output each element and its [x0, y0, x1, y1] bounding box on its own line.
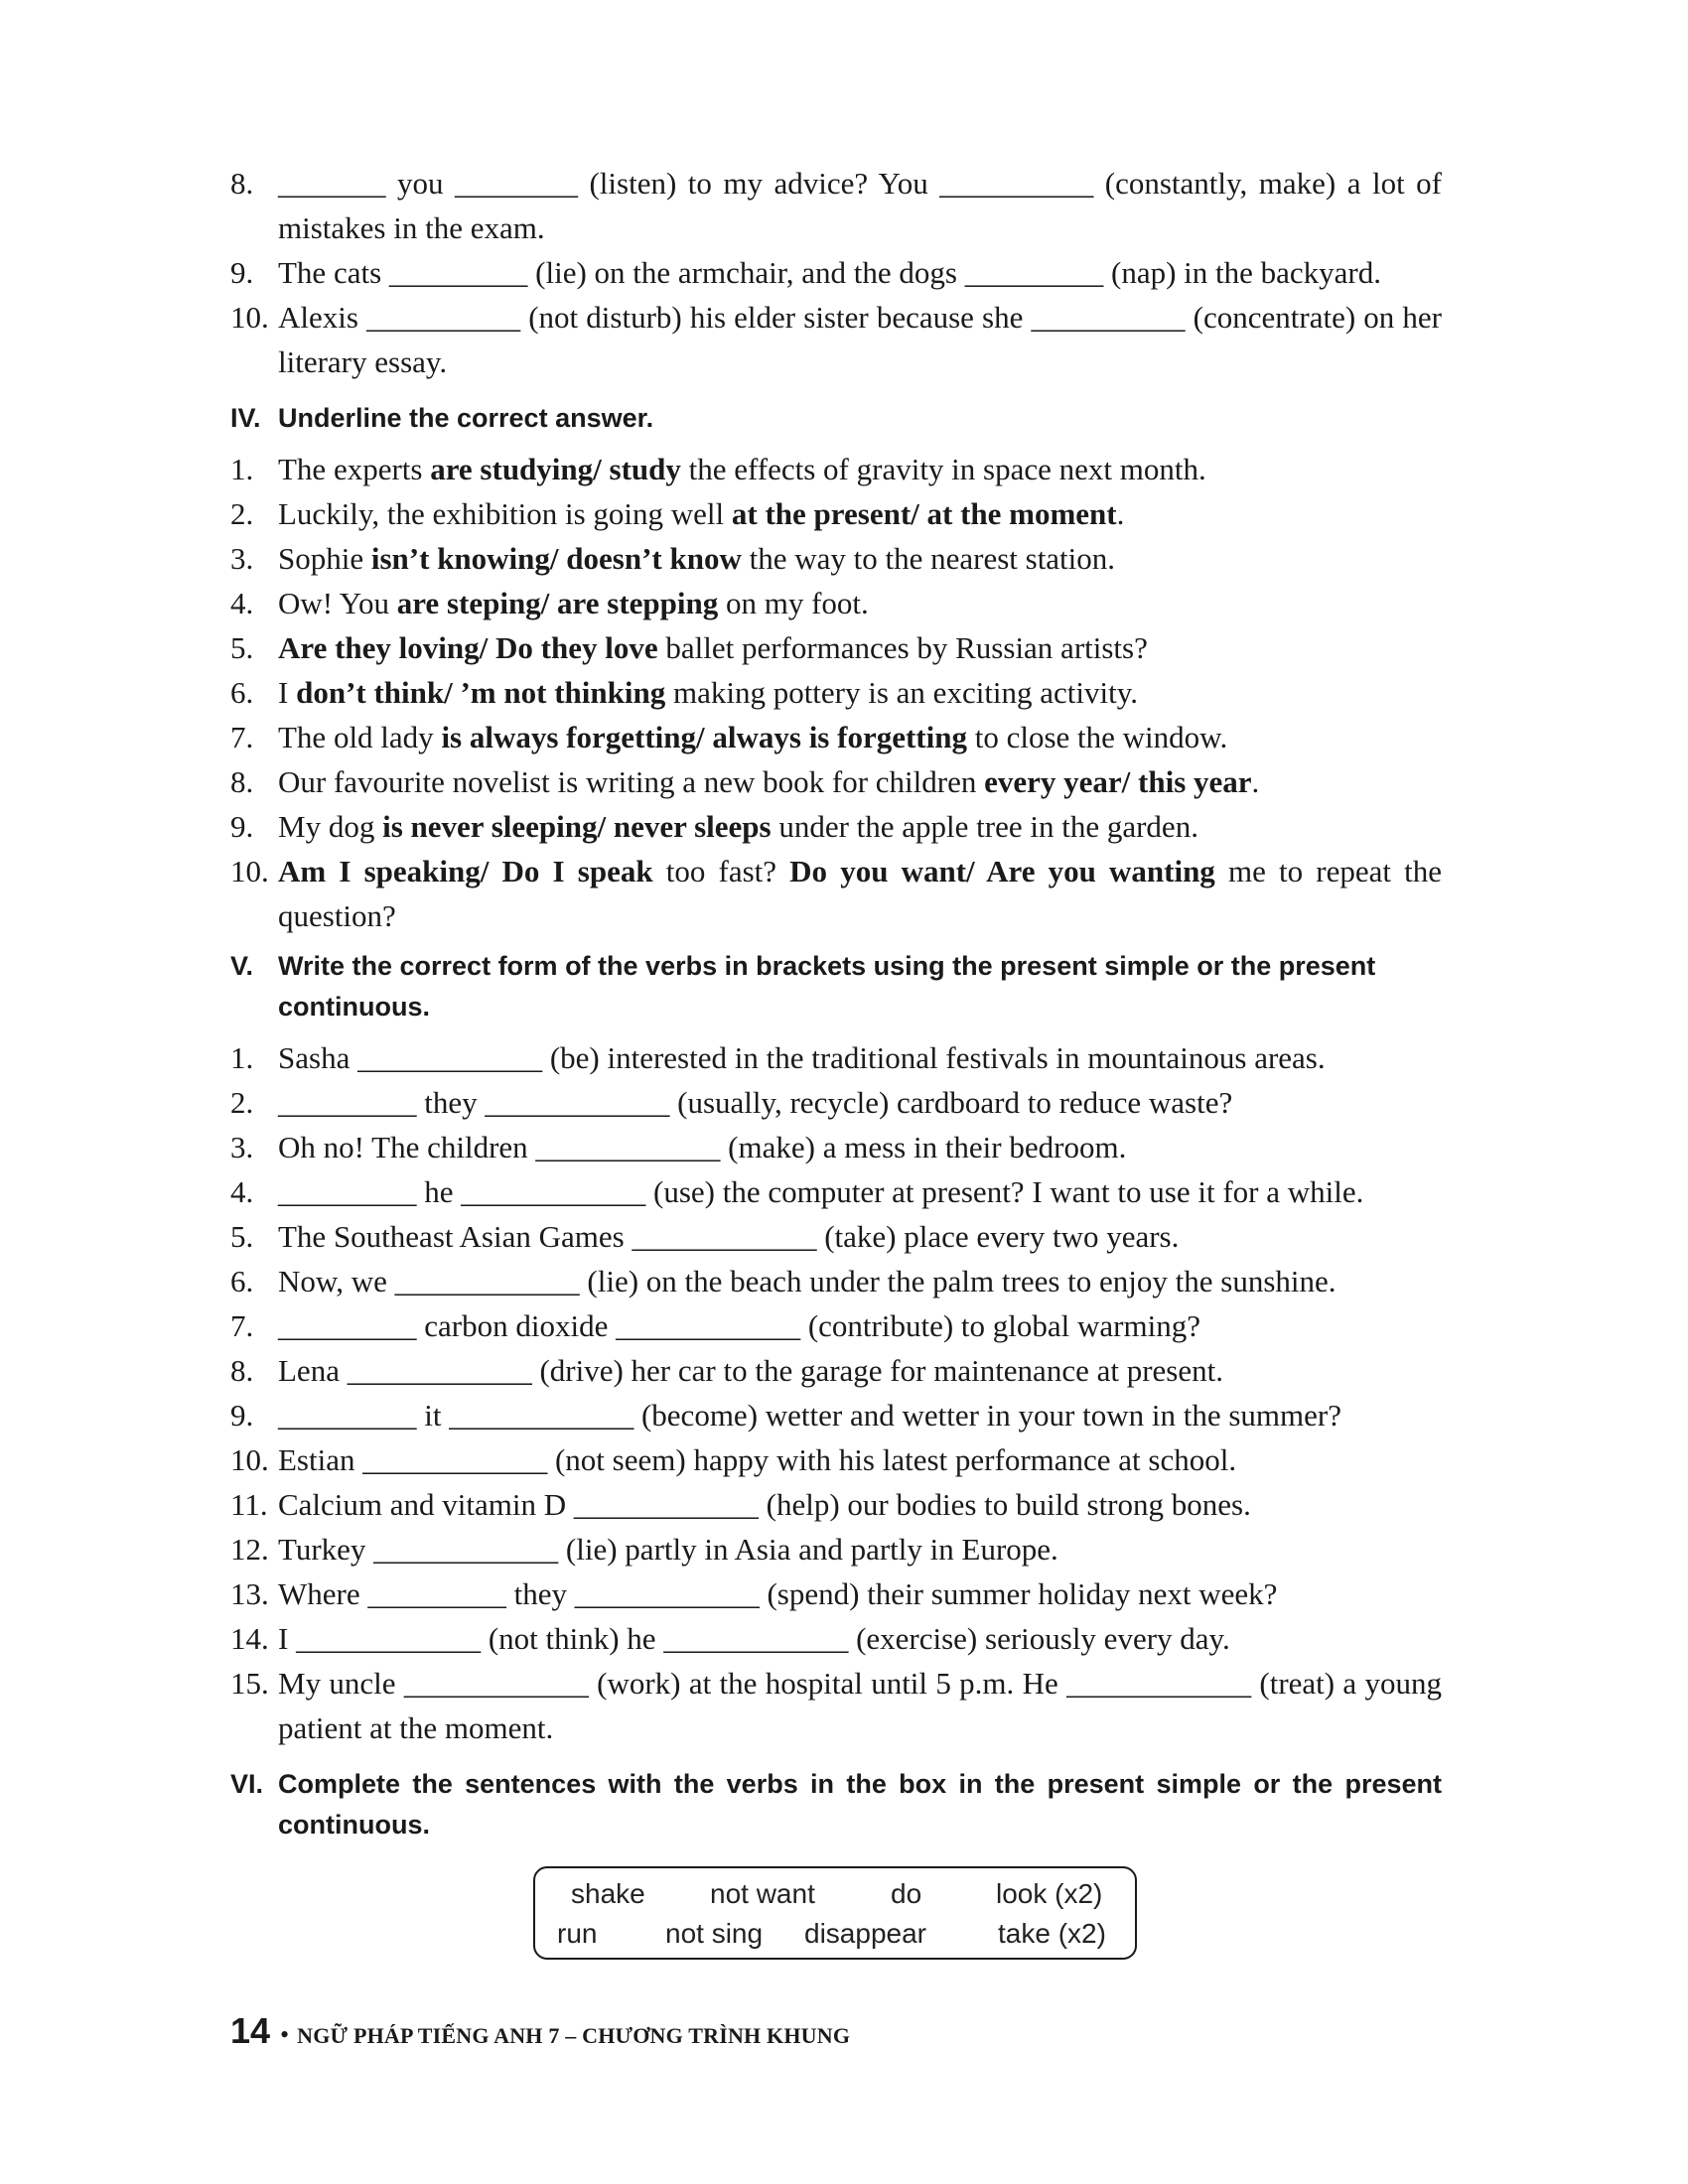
section6	[230, 1764, 1442, 1845]
answer-options[interactable]: Am I speaking/ Do I speak	[278, 854, 653, 888]
section-number: V.	[230, 951, 254, 981]
page-number: 14	[230, 2010, 271, 2051]
item-text: Where _________ they ____________ (spend) their summer holiday next week?	[278, 1576, 1278, 1611]
item-text: Sasha ____________ (be) interested in the traditional festivals in mountainous areas.	[278, 1040, 1326, 1075]
item-text: Luckily, the exhibition is going well at the present/ at the moment.	[278, 496, 1125, 531]
item-number: 11.	[230, 1487, 268, 1522]
section-number: IV.	[230, 403, 261, 433]
item-number: 8.	[230, 1353, 254, 1388]
item-number: 7.	[230, 1308, 254, 1343]
item-text: Alexis __________ (not disturb) his elder sister because she __________ (concentrate) on her literary essay.	[278, 300, 1442, 379]
section4	[230, 398, 1442, 938]
exercise-item	[230, 1348, 1442, 1393]
item-number: 9.	[230, 1398, 254, 1433]
item-number: 2.	[230, 1085, 254, 1120]
item-text: _________ carbon dioxide ____________ (contribute) to global warming?	[278, 1308, 1200, 1343]
item-text: Are they loving/ Do they love ballet performances by Russian artists?	[278, 630, 1148, 665]
word-box-item: do	[891, 1878, 922, 1909]
item-text: Our favourite novelist is writing a new book for children every year/ this year.	[278, 764, 1260, 799]
answer-options[interactable]: is always forgetting/ always is forgetting	[441, 720, 967, 754]
answer-options[interactable]: at the present/ at the moment	[731, 496, 1117, 531]
item-number: 15.	[230, 1666, 269, 1701]
item-number: 10.	[230, 300, 269, 335]
exercise-item	[230, 161, 1442, 250]
item-number: 9.	[230, 255, 254, 290]
item-text: Am I speaking/ Do I speak too fast? Do you want/ Are you wanting me to repeat the question?	[278, 854, 1442, 933]
exercise-item	[230, 1527, 1442, 1571]
item-text: The experts are studying/ study the effects of gravity in space next month.	[278, 452, 1206, 486]
item-number: 6.	[230, 1264, 254, 1298]
item-number: 4.	[230, 1174, 254, 1209]
item-number: 13.	[230, 1576, 269, 1611]
item-text: My uncle ____________ (work) at the hospital until 5 p.m. He ____________ (treat) a young patient at the moment.	[278, 1666, 1442, 1745]
exercise-item	[230, 625, 1442, 670]
item-text: Oh no! The children ____________ (make) a mess in their bedroom.	[278, 1130, 1127, 1164]
item-text: Calcium and vitamin D ____________ (help) our bodies to build strong bones.	[278, 1487, 1251, 1522]
item-number: 9.	[230, 809, 254, 844]
exercise-item	[230, 1303, 1442, 1348]
section4-list	[230, 447, 1442, 849]
item-text: I ____________ (not think) he ____________ (exercise) seriously every day.	[278, 1621, 1230, 1656]
word-box-item: not want	[710, 1878, 815, 1909]
exercise-item	[230, 581, 1442, 625]
bullet-icon: •	[280, 2020, 290, 2049]
section3-tail	[230, 161, 1442, 384]
exercise-item	[230, 759, 1442, 804]
section-title: Write the correct form of the verbs in brackets using the present simple or the present continuous.	[278, 951, 1376, 1022]
word-box-item: look (x2)	[996, 1878, 1103, 1909]
section-heading	[230, 1764, 1442, 1845]
item-number: 1.	[230, 1040, 254, 1075]
exercise-item	[230, 1393, 1442, 1437]
section-title: Complete the sentences with the verbs in the box in the present simple or the present continuous.	[278, 1769, 1442, 1840]
exercise-item	[230, 491, 1442, 536]
exercise-item	[230, 536, 1442, 581]
exercise-item	[230, 849, 1442, 938]
answer-options[interactable]: are steping/ are stepping	[396, 586, 719, 620]
item-text: My dog is never sleeping/ never sleeps under the apple tree in the garden.	[278, 809, 1198, 844]
item-text: Now, we ____________ (lie) on the beach under the palm trees to enjoy the sunshine.	[278, 1264, 1336, 1298]
item-number: 3.	[230, 541, 254, 576]
item-number: 3.	[230, 1130, 254, 1164]
section5	[230, 946, 1442, 1750]
word-box-item: run	[557, 1918, 598, 1949]
item-number: 8.	[230, 166, 254, 201]
answer-options[interactable]: are studying/ study	[430, 452, 681, 486]
exercise-item	[230, 295, 1442, 384]
exercise-item	[230, 447, 1442, 491]
section5-list	[230, 1035, 1442, 1750]
word-box-item: shake	[571, 1878, 645, 1909]
section-title: Underline the correct answer.	[278, 403, 654, 433]
exercise-item	[230, 1214, 1442, 1259]
item-text: Sophie isn’t knowing/ doesn’t know the way to the nearest station.	[278, 541, 1116, 576]
exercise-item	[230, 1125, 1442, 1169]
item-number: 8.	[230, 764, 254, 799]
word-box-item: disappear	[804, 1918, 926, 1949]
item-text: _________ he ____________ (use) the computer at present? I want to use it for a while.	[278, 1174, 1364, 1209]
item-text: The old lady is always forgetting/ always is forgetting to close the window.	[278, 720, 1228, 754]
item-text: Ow! You are steping/ are stepping on my foot.	[278, 586, 869, 620]
exercise-item	[230, 1661, 1442, 1750]
page-footer	[230, 2010, 850, 2052]
item-text: The Southeast Asian Games ____________ (take) place every two years.	[278, 1219, 1180, 1254]
word-box-item: not sing	[665, 1918, 764, 1949]
item-number: 4.	[230, 586, 254, 620]
word-box	[533, 1866, 1137, 1960]
item-number: 1.	[230, 452, 254, 486]
exercise-item	[230, 1437, 1442, 1482]
item-text: Turkey ____________ (lie) partly in Asia and partly in Europe.	[278, 1532, 1058, 1567]
item-number: 12.	[230, 1532, 269, 1567]
exercise-item	[230, 670, 1442, 715]
item-number: 6.	[230, 675, 254, 710]
item-number: 10.	[230, 1442, 269, 1477]
word-box-item: take (x2)	[998, 1918, 1106, 1949]
item-text: _________ it ____________ (become) wetter and wetter in your town in the summer?	[278, 1398, 1341, 1433]
section-heading	[230, 398, 1442, 439]
exercise-item	[230, 1169, 1442, 1214]
exercise-item	[230, 250, 1442, 295]
item-text: Estian ____________ (not seem) happy with his latest performance at school.	[278, 1442, 1237, 1477]
answer-options[interactable]: Are they loving/ Do they love	[278, 630, 658, 665]
item-text: I don’t think/ ’m not thinking making pottery is an exciting activity.	[278, 675, 1138, 710]
exercise-item	[230, 1259, 1442, 1303]
item-number: 7.	[230, 720, 254, 754]
item-number: 14.	[230, 1621, 269, 1656]
exercise-item	[230, 804, 1442, 849]
exercise-item	[230, 1571, 1442, 1616]
item-number: 10.	[230, 854, 269, 888]
answer-options[interactable]: isn’t knowing/ doesn’t know	[370, 541, 742, 576]
answer-options[interactable]: don’t think/ ’m not thinking	[296, 675, 666, 710]
exercise-item	[230, 1616, 1442, 1661]
section-number: VI.	[230, 1769, 264, 1799]
item-text: _______ you ________ (listen) to my advice? You __________ (constantly, make) a lot of mistakes in the exam.	[278, 166, 1442, 245]
answer-options[interactable]: Do you want/ Are you wanting	[789, 854, 1215, 888]
item-text: _________ they ____________ (usually, recycle) cardboard to reduce waste?	[278, 1085, 1233, 1120]
book-title: NGỮ PHÁP TIẾNG ANH 7 – CHƯƠNG TRÌNH KHUNG	[297, 2023, 851, 2048]
item-number: 5.	[230, 630, 254, 665]
item-number: 2.	[230, 496, 254, 531]
item-number: 5.	[230, 1219, 254, 1254]
item-text: Lena ____________ (drive) her car to the garage for maintenance at present.	[278, 1353, 1223, 1388]
section-heading	[230, 946, 1442, 1027]
answer-options[interactable]: is never sleeping/ never sleeps	[382, 809, 772, 844]
exercise-item	[230, 715, 1442, 759]
item-text: The cats _________ (lie) on the armchair, and the dogs _________ (nap) in the backyard.	[278, 255, 1381, 290]
exercise-item	[230, 1482, 1442, 1527]
worksheet-page	[230, 161, 1442, 1845]
exercise-item	[230, 1035, 1442, 1080]
exercise-item	[230, 1080, 1442, 1125]
answer-options[interactable]: every year/ this year	[984, 764, 1252, 799]
